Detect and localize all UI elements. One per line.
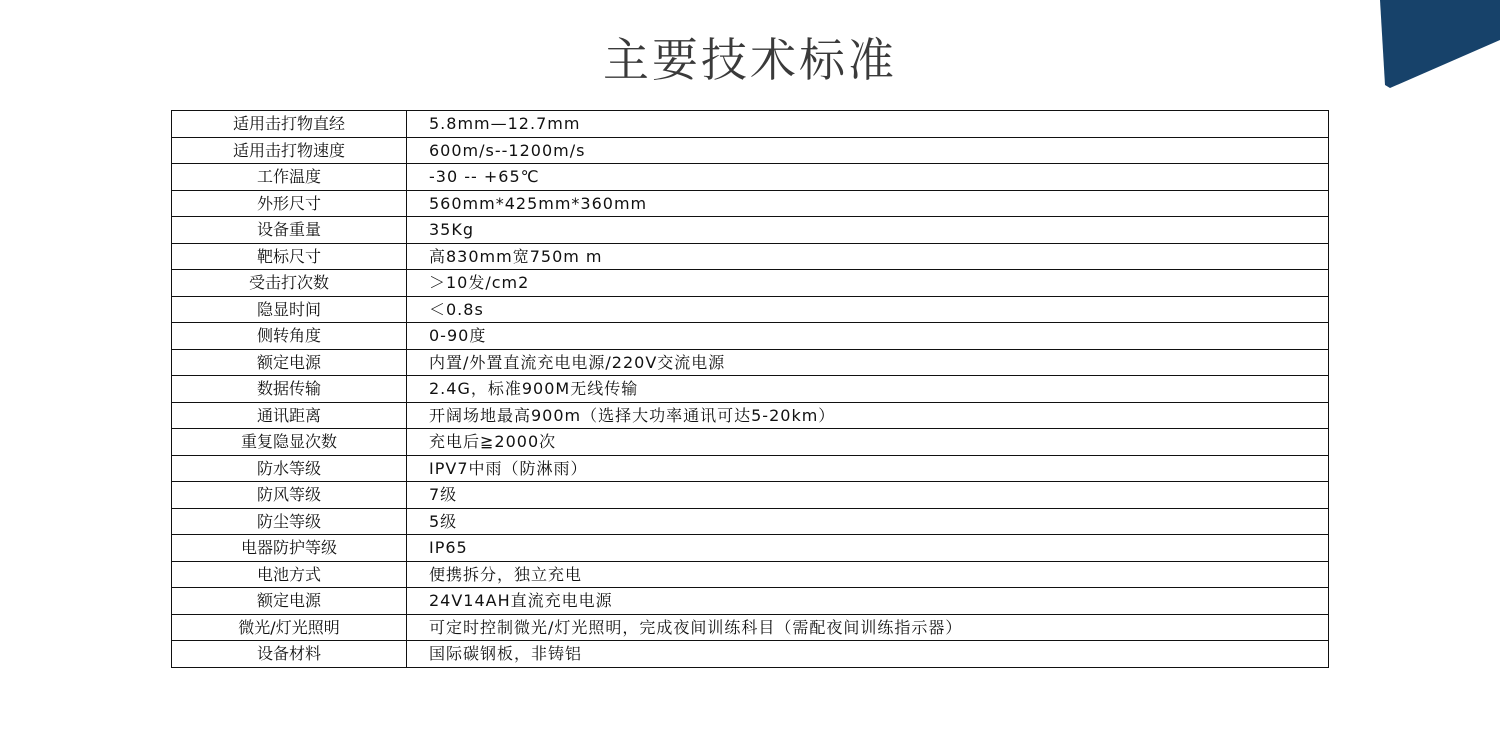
table-row [172, 296, 1329, 323]
spec-label: 工作温度 [172, 164, 407, 191]
spec-label: 防水等级 [172, 455, 407, 482]
spec-value: 充电后≧2000次 [407, 429, 1329, 456]
spec-value: -30 -- +65℃ [407, 164, 1329, 191]
table-row [172, 111, 1329, 138]
spec-label: 适用击打物速度 [172, 137, 407, 164]
spec-label: 电器防护等级 [172, 535, 407, 562]
table-row [172, 164, 1329, 191]
spec-label: 防风等级 [172, 482, 407, 509]
spec-label: 适用击打物直经 [172, 111, 407, 138]
spec-value: 高830mm宽750m m [407, 243, 1329, 270]
table-row [172, 614, 1329, 641]
spec-value: 可定时控制微光/灯光照明，完成夜间训练科目（需配夜间训练指示器） [407, 614, 1329, 641]
spec-table-body [172, 111, 1329, 668]
spec-label: 数据传输 [172, 376, 407, 403]
table-row [172, 137, 1329, 164]
spec-value: IP65 [407, 535, 1329, 562]
spec-value: 7级 [407, 482, 1329, 509]
spec-label: 侧转角度 [172, 323, 407, 350]
table-row [172, 429, 1329, 456]
spec-value: 2.4G，标准900M无线传输 [407, 376, 1329, 403]
table-row [172, 641, 1329, 668]
table-row [172, 455, 1329, 482]
spec-value: 24V14AH直流充电电源 [407, 588, 1329, 615]
spec-label: 重复隐显次数 [172, 429, 407, 456]
spec-label: 受击打次数 [172, 270, 407, 297]
table-row [172, 376, 1329, 403]
table-row [172, 323, 1329, 350]
table-row [172, 190, 1329, 217]
spec-label: 额定电源 [172, 588, 407, 615]
spec-label: 通讯距离 [172, 402, 407, 429]
table-row [172, 508, 1329, 535]
spec-table [171, 110, 1329, 668]
spec-value: 0-90度 [407, 323, 1329, 350]
page-title: 主要技术标准 [603, 33, 897, 87]
spec-label: 隐显时间 [172, 296, 407, 323]
spec-label: 靶标尺寸 [172, 243, 407, 270]
spec-value: 35Kg [407, 217, 1329, 244]
table-row [172, 349, 1329, 376]
spec-label: 额定电源 [172, 349, 407, 376]
spec-value: 600m/s--1200m/s [407, 137, 1329, 164]
spec-value: IPV7中雨（防淋雨） [407, 455, 1329, 482]
table-row [172, 588, 1329, 615]
spec-value: 5.8mm—12.7mm [407, 111, 1329, 138]
spec-value: 5级 [407, 508, 1329, 535]
table-row [172, 535, 1329, 562]
spec-value: 便携拆分，独立充电 [407, 561, 1329, 588]
spec-label: 设备重量 [172, 217, 407, 244]
spec-label: 微光/灯光照明 [172, 614, 407, 641]
spec-label: 外形尺寸 [172, 190, 407, 217]
spec-label: 防尘等级 [172, 508, 407, 535]
spec-value: ＜0.8s [407, 296, 1329, 323]
table-row [172, 561, 1329, 588]
spec-label: 电池方式 [172, 561, 407, 588]
table-row [172, 270, 1329, 297]
table-row [172, 482, 1329, 509]
spec-value: 国际碳钢板，非铸铝 [407, 641, 1329, 668]
spec-label: 设备材料 [172, 641, 407, 668]
spec-value: ＞10发/cm2 [407, 270, 1329, 297]
spec-value: 560mm*425mm*360mm [407, 190, 1329, 217]
spec-value: 开阔场地最高900m（选择大功率通讯可达5-20km） [407, 402, 1329, 429]
spec-value: 内置/外置直流充电电源/220V交流电源 [407, 349, 1329, 376]
table-row [172, 217, 1329, 244]
table-row [172, 402, 1329, 429]
table-row [172, 243, 1329, 270]
